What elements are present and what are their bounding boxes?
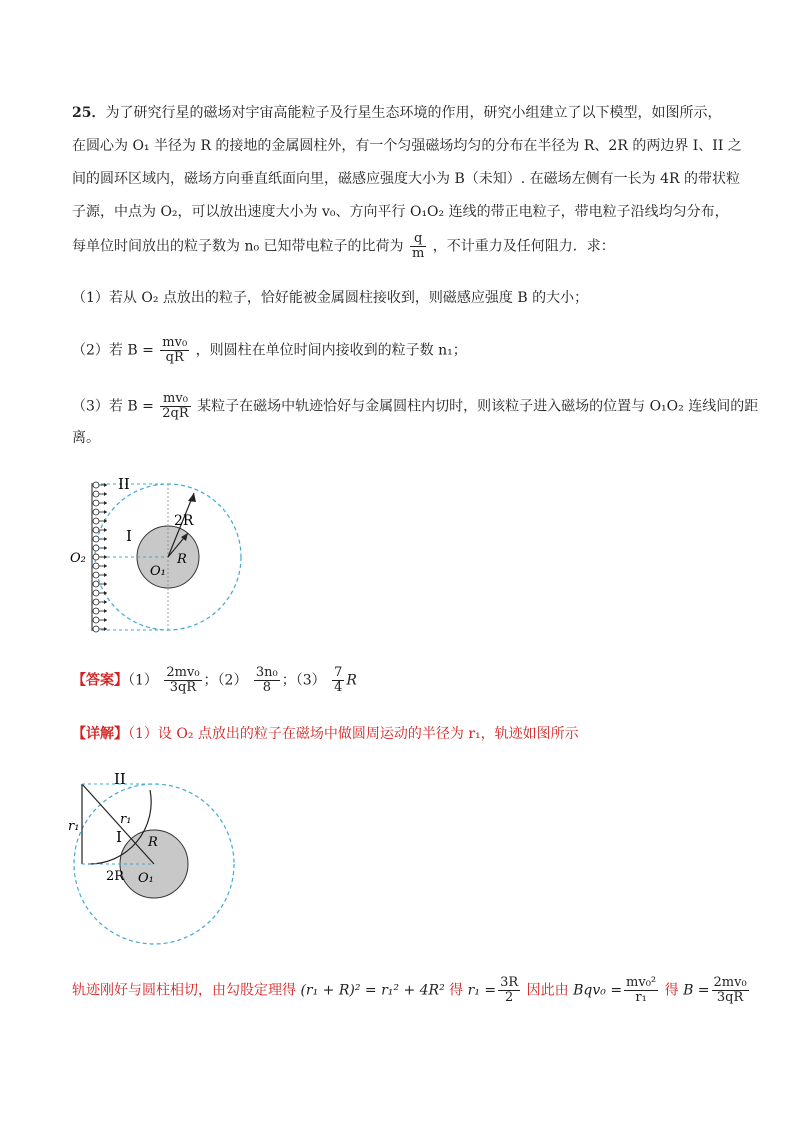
velocity-arrow-head bbox=[104, 618, 107, 622]
source-particle bbox=[93, 500, 99, 506]
source-particle bbox=[93, 527, 99, 533]
velocity-arrow-head bbox=[104, 573, 107, 577]
label-r1-left: r₁ bbox=[68, 819, 80, 834]
velocity-arrow-head bbox=[104, 510, 107, 514]
answer-line: 【答案】（1） $\frac{\text{2mv₀}}{3qR}$ ；（2） $\frac{\text{3n₀}}{8}$ ；（3） $\frac{7}{4}$ R bbox=[72, 665, 357, 695]
question-line-3: 间的圆环区域内，磁场方向垂直纸面向里，磁感应强度大小为 B（未知）. 在磁场左侧有一长为 4R 的带状粒 bbox=[72, 171, 740, 187]
label-R-2: R bbox=[148, 835, 158, 850]
figure-1 bbox=[70, 475, 290, 640]
particle-source bbox=[92, 482, 107, 632]
question-line-2: 在圆心为 O₁ 半径为 R 的接地的金属圆柱外，有一个匀强磁场均匀的分布在半径为 R、2R 的两边界 I、II 之 bbox=[72, 138, 742, 154]
source-particle bbox=[93, 482, 99, 488]
source-particle bbox=[93, 599, 99, 605]
final-line: 轨迹刚好与圆柱相切，由勾股定理得 (r₁ + R)² = r₁² + 4R² 得 r₁ = $\frac{3R}{2}$ 因此由 Bqv₀ = $\frac{\text{mv₀²}}{\text{r₁}}$ 得 B = $\frac{\text{2mv₀}}{3qR}$ bbox=[72, 975, 747, 1005]
figure-2 bbox=[68, 770, 268, 950]
question-number: 25． bbox=[72, 105, 106, 121]
label-R: R bbox=[177, 552, 187, 567]
source-particle bbox=[93, 518, 99, 524]
velocity-arrow-head bbox=[104, 528, 107, 532]
question-part-3: （3）若 B = $\frac{\text{mv₀}}{2qR}$ 某粒子在磁场中轨迹恰好与金属圆柱内切时，则该粒子进入磁场的位置与 O₁O₂ 连线间的距 bbox=[72, 391, 759, 421]
velocity-arrow-head bbox=[104, 537, 107, 541]
source-particle bbox=[93, 617, 99, 623]
detail-line: 【详解】（1）设 O₂ 点放出的粒子在磁场中做圆周运动的半径为 r₁，轨迹如图所示 bbox=[72, 726, 579, 742]
question-line-1: 25．为了研究行星的磁场对宇宙高能粒子及行星生态环境的作用，研究小组建立了以下模型，如图所示， bbox=[72, 105, 722, 121]
question-part-1: （1）若从 O₂ 点放出的粒子，恰好能被金属圆柱接收到，则磁感应强度 B 的大小； bbox=[72, 290, 589, 306]
source-particle bbox=[93, 572, 99, 578]
label-O1: O₁ bbox=[150, 564, 166, 579]
source-particle bbox=[93, 608, 99, 614]
source-particle bbox=[93, 545, 99, 551]
charge-ratio-fraction: $\frac{q}{m}$ bbox=[411, 231, 425, 261]
source-particle bbox=[93, 563, 99, 569]
label-O2: O₂ bbox=[70, 551, 86, 566]
velocity-arrow-head bbox=[104, 627, 107, 631]
velocity-arrow-head bbox=[104, 582, 107, 586]
source-particle bbox=[93, 491, 99, 497]
label-I: I bbox=[126, 527, 132, 545]
source-particle bbox=[93, 536, 99, 542]
label-2R: 2R bbox=[174, 513, 194, 529]
answer-tag: 【答案】 bbox=[72, 672, 128, 689]
label-II-2: II bbox=[114, 770, 126, 788]
source-particle bbox=[93, 581, 99, 587]
label-r1-mid: r₁ bbox=[120, 812, 132, 827]
source-particle bbox=[93, 626, 99, 632]
question-line-4: 子源，中点为 O₂，可以放出速度大小为 v₀、方向平行 O₁O₂ 连线的带正电粒子，带电粒子沿线均匀分布， bbox=[72, 204, 729, 220]
label-2R-2: 2R bbox=[106, 869, 125, 884]
source-particle bbox=[93, 590, 99, 596]
detail-tag: 【详解】 bbox=[72, 726, 128, 742]
question-part-3-cont: 离。 bbox=[72, 430, 100, 446]
source-particle bbox=[93, 509, 99, 515]
label-II: II bbox=[118, 475, 130, 493]
velocity-arrow-head bbox=[104, 564, 107, 568]
velocity-arrow-head bbox=[104, 600, 107, 604]
question-line-5: 每单位时间放出的粒子数为 n₀ 已知带电粒子的比荷为 $\frac{q}{m}$ ，不计重力及任何阻力．求： bbox=[72, 231, 615, 261]
label-O1-2: O₁ bbox=[138, 871, 154, 886]
velocity-arrow-head bbox=[104, 546, 107, 550]
velocity-arrow-head bbox=[104, 501, 107, 505]
question-part-2: （2）若 B = $\frac{\text{mv₀}}{qR}$ ，则圆柱在单位时间内接收到的粒子数 n₁； bbox=[72, 335, 467, 365]
source-particle bbox=[93, 554, 99, 560]
velocity-arrow-head bbox=[104, 555, 107, 559]
velocity-arrow-head bbox=[104, 609, 107, 613]
label-I-2: I bbox=[116, 828, 122, 846]
velocity-arrow-head bbox=[104, 483, 107, 487]
velocity-arrow-head bbox=[104, 492, 107, 496]
